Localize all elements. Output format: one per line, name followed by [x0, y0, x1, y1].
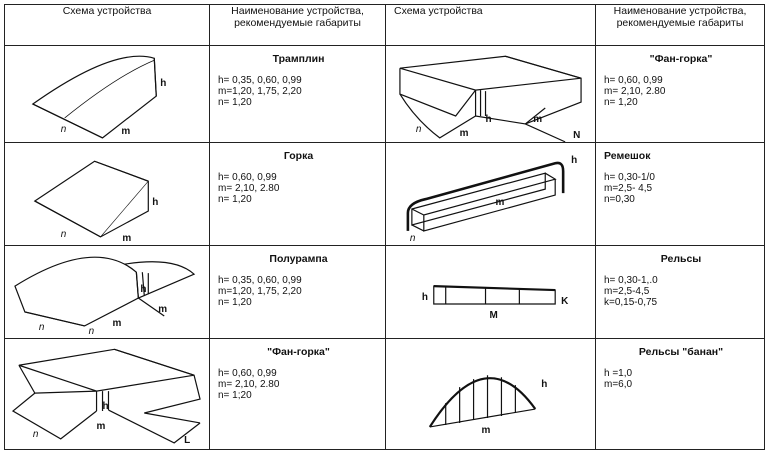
- scheme-fan-gorka-top: [386, 46, 596, 143]
- scheme-fan-gorka-bottom: [5, 338, 210, 449]
- label-h: h: [421, 291, 428, 303]
- scheme-relsy: [386, 245, 596, 338]
- desc-relsy-banan: [596, 338, 765, 449]
- label-h: h: [541, 378, 548, 390]
- desc-fan-gorka-bottom: [210, 338, 386, 449]
- device-name: Горка: [283, 150, 314, 163]
- label-n: n: [415, 124, 422, 136]
- dim-h: h= 0,60, 0,99: [604, 75, 663, 87]
- device-name: Рельсы: [660, 252, 702, 265]
- dim-m: m=6,0: [604, 378, 633, 390]
- tramplin-drawing: [5, 46, 209, 142]
- table-row: [5, 46, 765, 143]
- dim-h: h= 0,35, 0,60, 0,99: [218, 75, 302, 87]
- label-N: N: [573, 130, 581, 142]
- header-name-left: Наименование устройства, рекомендуемые габариты: [210, 5, 386, 46]
- dim-h: h= 0,30-1,.0: [604, 274, 658, 286]
- desc-fan-gorka-top: [596, 46, 765, 143]
- desc-tramplin: [210, 46, 386, 143]
- scheme-poluramp: [5, 245, 210, 338]
- dim-h: h= 0,60, 0,99: [218, 172, 277, 184]
- scheme-tramplin: [5, 46, 210, 143]
- dim-n: n= 1,20: [218, 97, 252, 109]
- device-name: Полурампа: [269, 252, 328, 265]
- remeshok-drawing: [386, 143, 595, 244]
- dim-h: h =1,0: [604, 367, 633, 379]
- scheme-remeshok: [386, 143, 596, 245]
- dim-m: m=1,20, 1,75, 2,20: [218, 86, 302, 98]
- relsy-banan-drawing: [386, 339, 595, 449]
- label-m: m: [481, 424, 491, 436]
- dim-n: n=0,30: [604, 194, 635, 206]
- label-M: M: [489, 309, 498, 321]
- label-m: m: [121, 126, 131, 138]
- dim-m: m= 2,10, 2.80: [218, 183, 280, 195]
- label-L: L: [184, 434, 191, 446]
- fan-gorka-bottom-drawing: [5, 339, 209, 449]
- label-m: m: [122, 233, 132, 245]
- label-n: n: [38, 321, 45, 333]
- header-name-right: Наименование устройства, рекомендуемые габариты: [596, 5, 765, 46]
- fan-gorka-top-drawing: [386, 46, 595, 142]
- header-row: [5, 5, 765, 46]
- relsy-drawing: [386, 246, 595, 338]
- dim-m: m=2,5-4,5: [604, 285, 650, 297]
- gorka-drawing: [5, 143, 209, 244]
- label-n: n: [60, 229, 67, 241]
- scheme-gorka: [5, 143, 210, 245]
- device-name: Рельсы "банан": [638, 345, 724, 358]
- device-name: "Фан-горка": [649, 53, 713, 66]
- dim-h: h= 0,30-1/0: [604, 172, 655, 184]
- label-h: h: [140, 283, 147, 295]
- desc-poluramp: [210, 245, 386, 338]
- label-n: n: [60, 124, 67, 136]
- equipment-table: [4, 4, 765, 450]
- label-h: h: [160, 78, 167, 90]
- dim-h: h= 0,60, 0,99: [218, 367, 277, 379]
- label-m-side: m: [158, 303, 168, 315]
- dim-k: k=0,15-0,75: [604, 296, 658, 308]
- dim-n: n= 1,20: [604, 97, 638, 109]
- dim-m: m= 2,10, 2.80: [218, 378, 280, 390]
- header-scheme-right: Схема устройства: [386, 5, 596, 46]
- desc-relsy: [596, 245, 765, 338]
- table-row: [5, 338, 765, 449]
- label-h: h: [485, 114, 492, 126]
- label-h: h: [102, 400, 109, 412]
- header-scheme-left: Схема устройства: [5, 5, 210, 46]
- label-m: m: [112, 317, 122, 329]
- dim-n: n= 1,20: [218, 296, 252, 308]
- label-m: m: [96, 420, 106, 432]
- label-n: n: [32, 428, 39, 440]
- dim-m: m=1,20, 1,75, 2,20: [218, 285, 302, 297]
- table-row: [5, 245, 765, 338]
- desc-gorka: [210, 143, 386, 245]
- label-m: m: [533, 114, 543, 126]
- label-n-lower: n: [88, 325, 95, 337]
- dim-m: m=2,5- 4,5: [604, 183, 653, 195]
- device-name: "Фан-горка": [267, 345, 330, 358]
- dim-m: m= 2,10, 2.80: [604, 86, 666, 98]
- table-row: [5, 143, 765, 245]
- dim-n: n= 1;20: [218, 389, 252, 401]
- poluramp-drawing: [5, 246, 209, 338]
- label-m-lower: m: [459, 128, 469, 140]
- label-n: n: [409, 233, 416, 245]
- scheme-relsy-banan: [386, 338, 596, 449]
- label-h: h: [571, 155, 578, 167]
- dim-n: n= 1,20: [218, 194, 252, 206]
- desc-remeshok: [596, 143, 765, 245]
- device-name: Ремешок: [604, 150, 651, 163]
- label-h: h: [152, 197, 159, 209]
- dim-h: h= 0,35, 0,60, 0,99: [218, 274, 302, 286]
- label-K: K: [561, 295, 569, 307]
- device-name: Трамплин: [272, 53, 325, 66]
- label-m: m: [495, 197, 505, 209]
